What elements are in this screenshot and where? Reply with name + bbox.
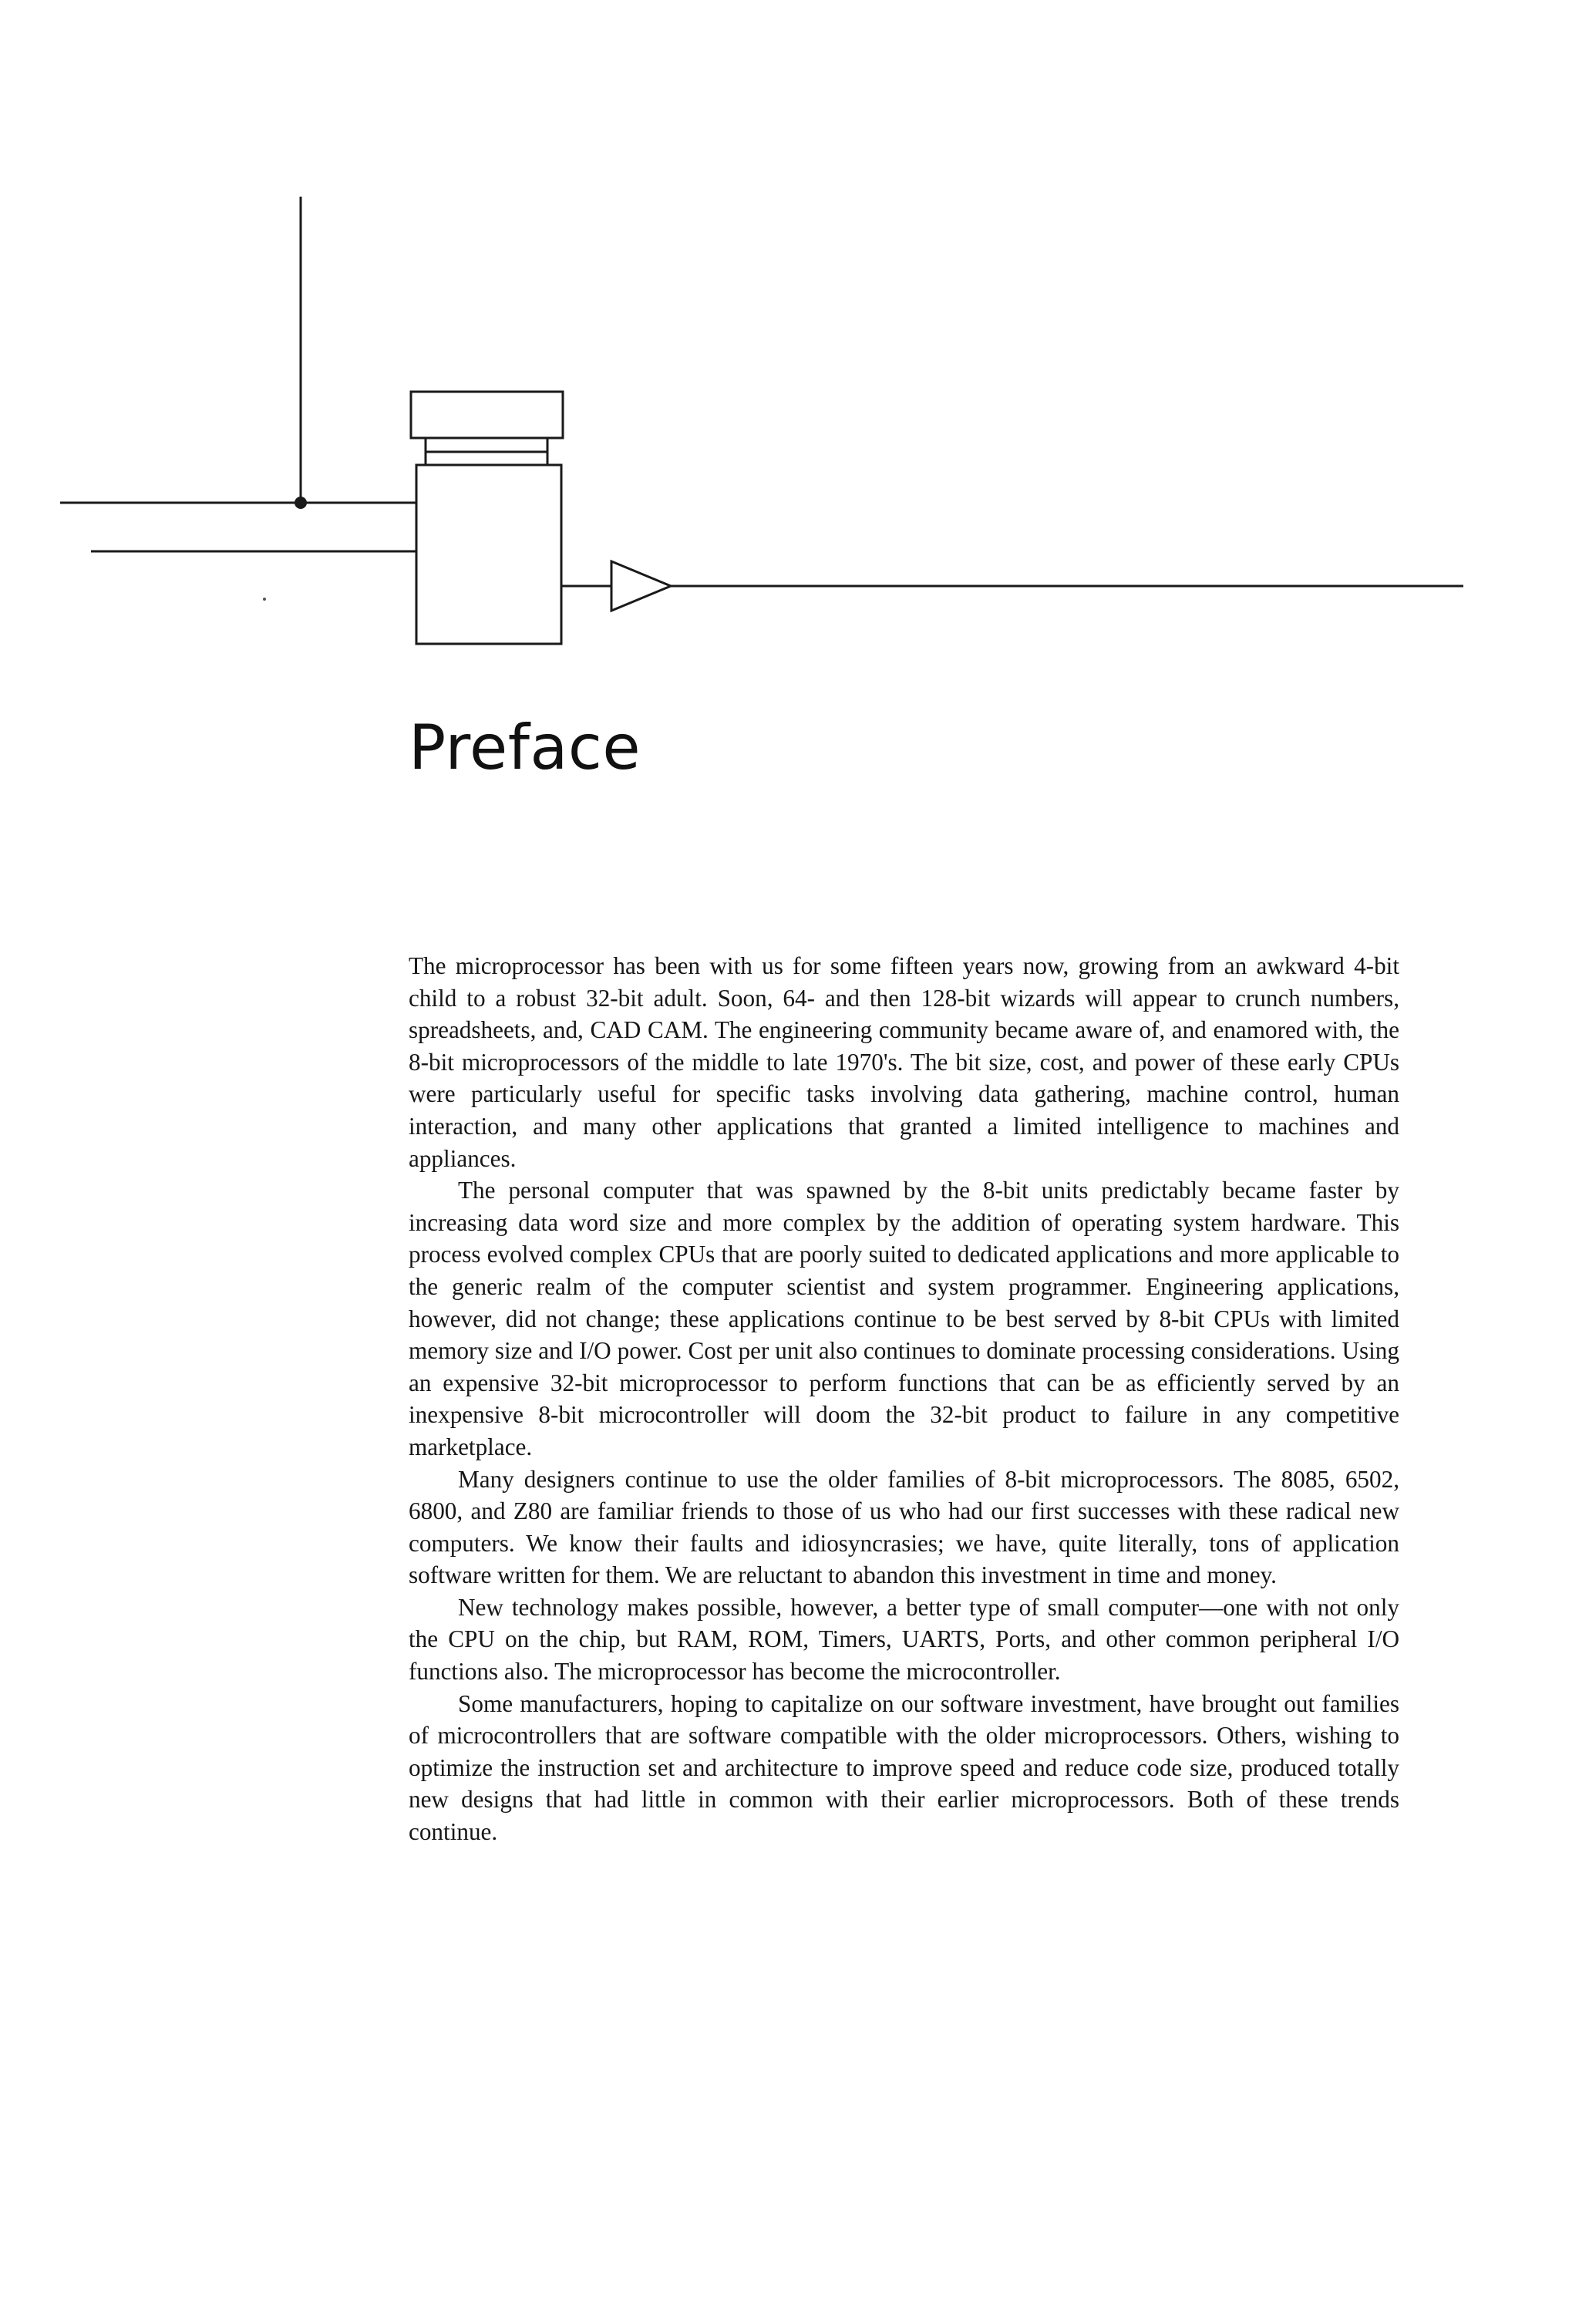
buffer-triangle <box>611 561 671 611</box>
paragraph-3: Many designers continue to use the older families of 8-bit microprocessors. The 8085, 6502, 6800, and Z80 are familiar friends to those of us who had our first successes with these radical new computers. We know their faults and idiosyncrasies; we have, quite literally, tons of application software written for them. We are reluctant to abandon this investment in time and money. <box>409 1465 1399 1589</box>
paragraph-5: Some manufacturers, hoping to capitalize on our software investment, have brought out families of microcontrollers that are software compatible with the older microprocessors. Others, wishing to optimize the instruction set and architecture to improve speed and reduce code size, produced totally new designs that had little in common with their earlier microprocessors. Both of these trends continue. <box>409 1689 1399 1846</box>
chapter-title: Preface <box>409 712 641 783</box>
paragraph-1: The microprocessor has been with us for some fifteen years now, growing from an awkward 4-bit child to a robust 32-bit adult. Soon, 64- and then 128-bit wizards will appear to crunch numbers, spreadsheets, and, CAD CAM. The engineering community became aware of, and enamored with, the 8-bit microprocessors of the middle to late 1970's. The bit size, cost, and power of these early CPUs were particularly useful for specific tasks involving data gathering, machine control, human interaction, and many other applications that granted a limited intelligence to machines and appliances. <box>409 952 1399 1172</box>
chapter-header-circuit-diagram <box>0 0 1579 694</box>
junction-dot <box>295 497 307 509</box>
paragraph-4: New technology makes possible, however, a better type of small computer—one with not only the CPU on the chip, but RAM, ROM, Timers, UARTS, Ports, and other common peripheral I/O functions also. The microprocessor has become the microcontroller. <box>409 1593 1399 1686</box>
preface-body <box>409 950 1399 1848</box>
stray-mark <box>263 598 266 601</box>
latch-body <box>416 465 561 644</box>
latch-cap <box>411 392 563 438</box>
paragraph-2: The personal computer that was spawned by the 8-bit units predictably became faster by increasing data word size and more complex by the addition of operating system hardware. This process evolved complex CPUs that are poorly suited to dedicated applications and more applicable to the generic realm of the computer scientist and system programmer. Engineering applications, however, did not change; these applications continue to be best served by 8-bit CPUs with limited memory size and I/O power. Cost per unit also continues to dominate processing considerations. Using an expensive 32-bit microprocessor to perform functions that can be as efficiently served by an inexpensive 8-bit microcontroller will doom the 32-bit product to failure in any competitive marketplace. <box>409 1177 1399 1460</box>
